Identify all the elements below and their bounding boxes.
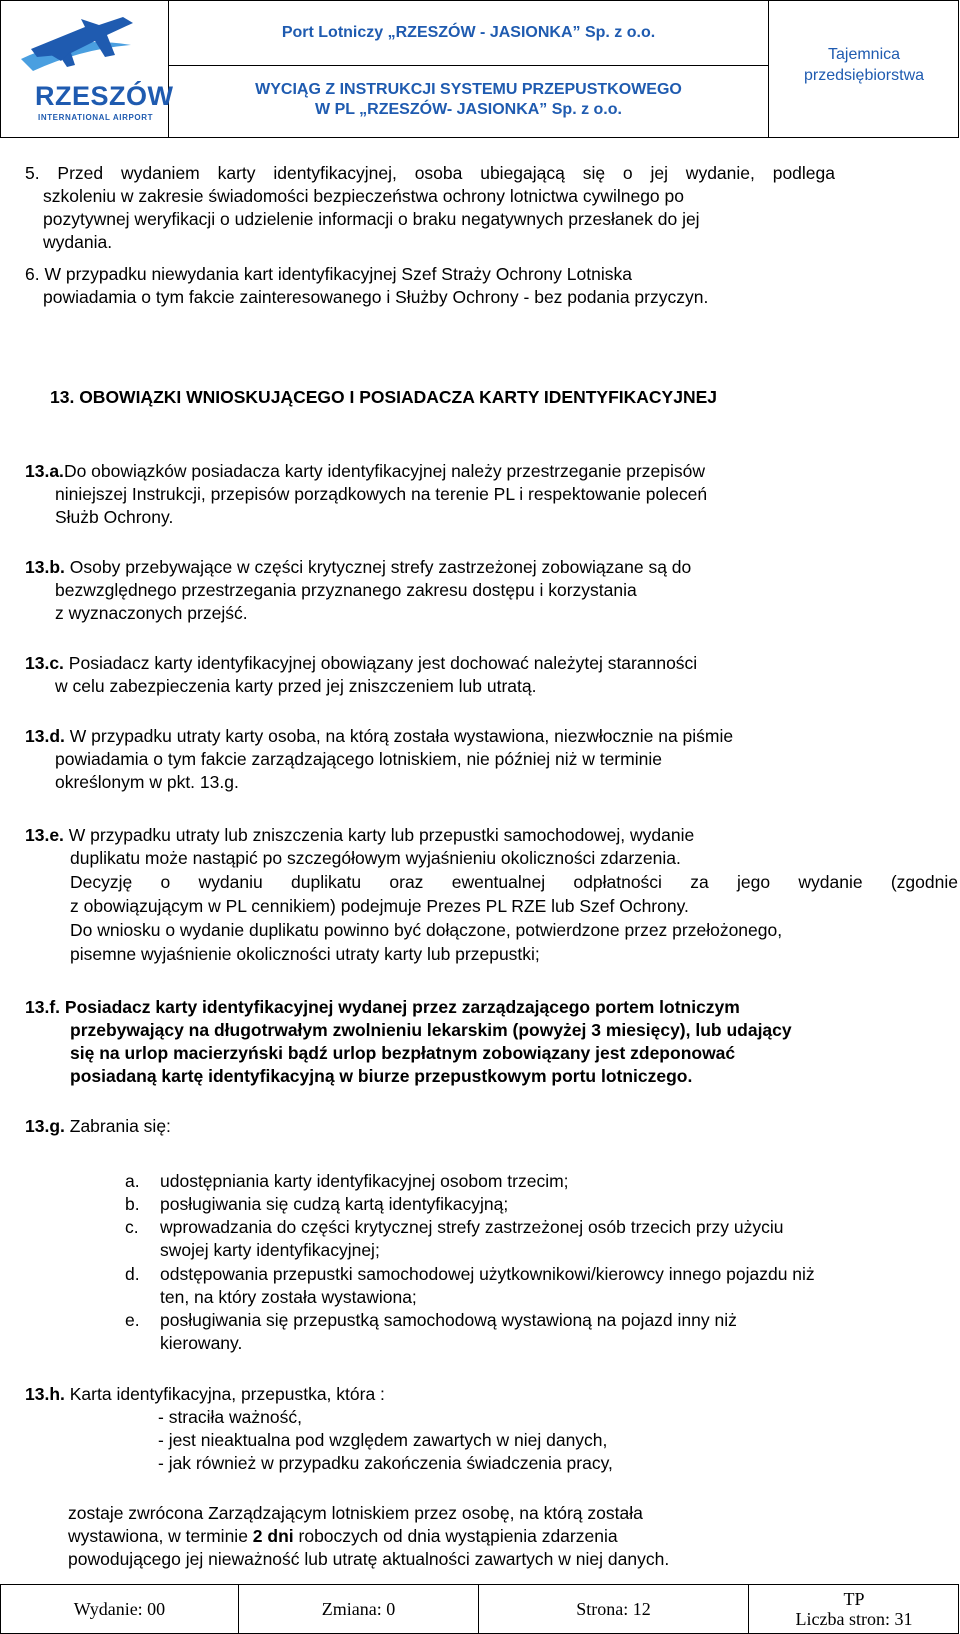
instruction-title-line-2: W PL „RZESZÓW- JASIONKA” Sp. z o.o. (315, 101, 622, 118)
prohibition-e-text-line-1: posługiwania się przepustką samochodową wystawioną na pojazd inny niż (160, 1310, 737, 1330)
logo-cell (1, 1, 174, 137)
company-name: Port Lotniczy „RZESZÓW - JASIONKA” Sp. z o.o. (281, 24, 656, 41)
paragraph-5-line-3: pozytywnej weryfikacji o udzielenie informacji o braku negatywnych przesłanek do jej (43, 209, 700, 229)
section-13-title: 13. OBOWIĄZKI WNIOSKUJĄCEGO I POSIADACZA KARTY IDENTYFIKACYJNEJ (50, 387, 718, 407)
item-13f-line-4: posiadaną kartę identyfikacyjną w biurze przepustkowym portu lotniczego. (70, 1066, 693, 1086)
company-row (169, 1, 768, 66)
item-13h-closing-line-2: wystawiona, w terminie 2 dni roboczych od dnia wystąpienia zdarzenia (68, 1526, 618, 1546)
item-13e-line-5: Do wniosku o wydanie duplikatu powinno być dołączone, potwierdzone przez przełożonego, (70, 920, 783, 940)
item-13b-line-3: z wyznaczonych przejść. (55, 603, 248, 623)
item-13e-line-2: duplikatu może nastąpić po szczegółowym wyjaśnieniu okoliczności zdarzenia. (70, 848, 681, 868)
plane-emblem-icon (11, 15, 159, 83)
title-cell (169, 1, 769, 137)
item-13d-line-1: 13.d. W przypadku utraty karty osoba, na którą została wystawiona, niezwłocznie na piśmie (25, 726, 734, 746)
airport-logo (11, 15, 174, 125)
item-13h-closing-line-1: zostaje zwrócona Zarządzającym lotniskiem przez osobę, na którą została (68, 1503, 643, 1523)
paragraph-6-line-1: 6. W przypadku niewydania kart identyfikacyjnej Szef Straży Ochrony Lotniska (25, 264, 632, 284)
prohibition-a-marker: a. (125, 1171, 140, 1191)
prohibition-d-text-line-2: ten, na który została wystawiona; (160, 1287, 417, 1307)
prohibition-c-text-line-1: wprowadzania do części krytycznej strefy zastrzeżonej osób trzecich przy użyciu (160, 1217, 784, 1237)
classification-label: Tajemnica przedsiębiorstwa (803, 46, 925, 84)
classification-cell (769, 1, 959, 137)
prohibition-e-text-line-2: kierowany. (160, 1333, 243, 1353)
item-13h-dash-2: - jest nieaktualna pod względem zawartych w niej danych, (158, 1430, 608, 1450)
prohibition-a-text: udostępniania karty identyfikacyjnej osobom trzecim; (160, 1171, 569, 1191)
prohibition-c-marker: c. (125, 1217, 139, 1237)
item-13h-closing-line-3: powodującego jej nieważność lub utratę aktualności zawartych w niej danych. (68, 1549, 670, 1569)
footer-page-count-cell (749, 1585, 959, 1633)
footer-page-count: Liczba stron: 31 (795, 1609, 913, 1629)
paragraph-5-line-2: szkoleniu w zakresie świadomości bezpieczeństwa ochrony lotnictwa cywilnego po (43, 186, 684, 206)
item-13a-line-3: Służb Ochrony. (55, 507, 174, 527)
prohibition-e-marker: e. (125, 1310, 140, 1330)
item-13e-line-3: Decyzję o wydaniu duplikatu oraz ewentualnej odpłatności za jego wydanie (zgodnie (70, 872, 958, 892)
footer-edition: Wydanie: 00 (1, 1585, 239, 1633)
prohibition-b-marker: b. (125, 1194, 140, 1214)
item-13g-intro: 13.g. Zabrania się: (25, 1116, 171, 1136)
prohibition-c-text-line-2: swojej karty identyfikacyjnej; (160, 1240, 380, 1260)
paragraph-5-line-4: wydania. (43, 232, 113, 252)
paragraph-6-line-2: powiadamia o tym fakcie zainteresowanego i Służby Ochrony - bez podania przyczyn. (43, 287, 709, 307)
footer-change: Zmiana: 0 (239, 1585, 479, 1633)
item-13c-line-2: w celu zabezpieczenia karty przed jej zniszczeniem lub utratą. (55, 676, 537, 696)
prohibition-d-marker: d. (125, 1264, 140, 1284)
item-13a-line-1: 13.a.Do obowiązków posiadacza karty identyfikacyjnej należy przestrzeganie przepisów (25, 461, 705, 481)
item-13h-dash-3: - jak również w przypadku zakończenia świadczenia pracy, (158, 1453, 613, 1473)
item-13a-line-2: niniejszej Instrukcji, przepisów porządkowych na terenie PL i respektowanie poleceń (55, 484, 708, 504)
logo-wordmark: RZESZÓW (35, 81, 174, 111)
document-header (0, 0, 959, 138)
prohibition-b-text: posługiwania się cudzą kartą identyfikacyjną; (160, 1194, 509, 1214)
item-13e-line-1: 13.e. W przypadku utraty lub zniszczenia karty lub przepustki samochodowej, wydanie (25, 825, 695, 845)
item-13d-line-3: określonym w pkt. 13.g. (55, 772, 239, 792)
item-13b-line-2: bezwzględnego przestrzegania przyznanego zakresu dostępu i korzystania (55, 580, 637, 600)
item-13f-line-2: przebywający na długotrwałym zwolnieniu lekarskim (powyżej 3 miesięcy), lub udający (70, 1020, 792, 1040)
logo-subtitle: INTERNATIONAL AIRPORT (38, 113, 154, 122)
item-13d-line-2: powiadamia o tym fakcie zarządzającego lotniskiem, nie później niż w terminie (55, 749, 662, 769)
paragraph-5-line-1: 5. Przed wydaniem karty identyfikacyjnej, osoba ubiegającą się o jej wydanie, podlega (25, 163, 835, 183)
item-13h-intro: 13.h. Karta identyfikacyjna, przepustka, która : (25, 1384, 385, 1404)
footer-tp: TP (843, 1589, 865, 1609)
prohibition-d-text-line-1: odstępowania przepustki samochodowej użytkownikowi/kierowcy innego pojazdu niż (160, 1264, 815, 1284)
item-13e-line-4: z obowiązującym w PL cennikiem) podejmuje Prezes PL RZE lub Szef Ochrony. (70, 896, 689, 916)
item-13f-line-1: 13.f. Posiadacz karty identyfikacyjnej wydanej przez zarządzającego portem lotniczym (25, 997, 740, 1017)
instruction-title-line-1: WYCIĄG Z INSTRUKCJI SYSTEMU PRZEPUSTKOWEGO (255, 81, 682, 98)
footer-page: Strona: 12 (479, 1585, 749, 1633)
document-footer (0, 1584, 959, 1634)
item-13e-line-6: pisemne wyjaśnienie okoliczności utraty karty lub przepustki; (70, 944, 540, 964)
item-13h-dash-1: - straciła ważność, (158, 1407, 302, 1427)
item-13b-line-1: 13.b. Osoby przebywające w części krytycznej strefy zastrzeżonej zobowiązane są do (25, 557, 692, 577)
item-13c-line-1: 13.c. Posiadacz karty identyfikacyjnej obowiązany jest dochować należytej staranności (25, 653, 698, 673)
item-13f-line-3: się na urlop macierzyński bądź urlop bezpłatnym zobowiązany jest zdeponować (70, 1043, 736, 1063)
